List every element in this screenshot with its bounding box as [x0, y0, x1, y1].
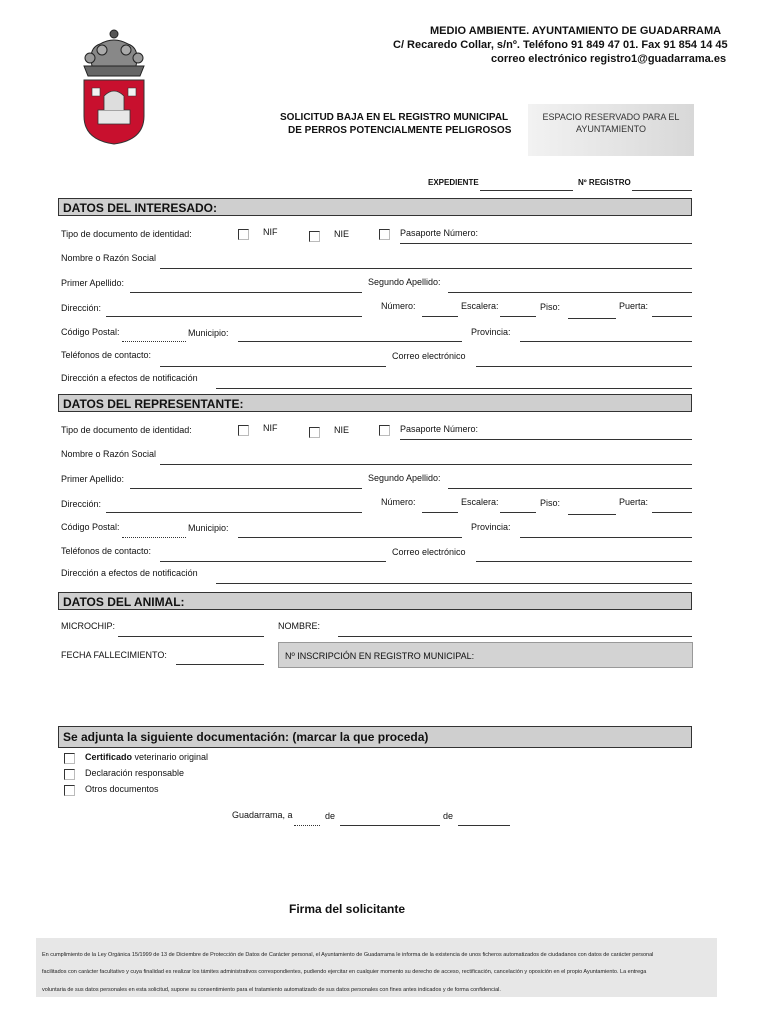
- rep-piso-field[interactable]: [568, 514, 616, 515]
- int-numero-field[interactable]: [422, 316, 458, 317]
- inscripcion-label: Nº INSCRIPCIÓN EN REGISTRO MUNICIPAL:: [285, 651, 475, 661]
- rep-apellido2-label: Segundo Apellido:: [368, 473, 441, 483]
- rep-correo-field[interactable]: [476, 561, 692, 562]
- rep-puerta-label: Puerta:: [619, 497, 649, 507]
- int-pasaporte-label: Pasaporte Número:: [400, 228, 479, 238]
- doc-otros-checkbox[interactable]: [64, 785, 75, 796]
- int-apellido1-field[interactable]: [130, 292, 362, 293]
- fecha-mes-field[interactable]: [340, 825, 440, 826]
- doc-declaracion-checkbox[interactable]: [64, 769, 75, 780]
- int-apellido1-label: Primer Apellido:: [61, 278, 125, 288]
- int-apellido2-label: Segundo Apellido:: [368, 277, 441, 287]
- rep-municipio-field[interactable]: [238, 537, 462, 538]
- reserved-line-2: AYUNTAMIENTO: [575, 124, 646, 134]
- int-notificacion-field[interactable]: [216, 388, 692, 389]
- doc-otros-label: Otros documentos: [85, 784, 159, 794]
- rep-municipio-label: Municipio:: [188, 523, 229, 533]
- int-correo-field[interactable]: [476, 366, 692, 367]
- rep-provincia-field[interactable]: [520, 537, 692, 538]
- int-puerta-field[interactable]: [652, 316, 692, 317]
- int-cp-field[interactable]: [122, 341, 186, 342]
- form-title-line-2: DE PERROS POTENCIALMENTE PELIGROSOS: [288, 125, 512, 136]
- int-municipio-field[interactable]: [238, 341, 462, 342]
- documentacion-section-bar: [58, 726, 692, 748]
- doc-certificado-label: [85, 752, 208, 763]
- rep-puerta-field[interactable]: [652, 512, 692, 513]
- rep-telefonos-field[interactable]: [160, 561, 386, 562]
- rep-nif-label: NIF: [263, 423, 278, 433]
- int-nif-checkbox[interactable]: [238, 229, 249, 240]
- int-provincia-field[interactable]: [520, 341, 692, 342]
- int-telefonos-field[interactable]: [160, 366, 386, 367]
- int-doc-type-label: Tipo de documento de identidad:: [61, 229, 192, 239]
- int-municipio-label: Municipio:: [188, 328, 229, 338]
- rep-direccion-label: Dirección:: [61, 499, 102, 509]
- microchip-field[interactable]: [118, 636, 264, 637]
- rep-correo-label: Correo electrónico: [392, 547, 466, 557]
- representante-heading: DATOS DEL REPRESENTANTE:: [63, 397, 244, 411]
- registro-label: Nº REGISTRO: [578, 178, 631, 187]
- rep-pasaporte-label: Pasaporte Número:: [400, 424, 479, 434]
- int-direccion-label: Dirección:: [61, 303, 102, 313]
- int-nombre-label: Nombre o Razón Social: [61, 253, 157, 263]
- fallecimiento-field[interactable]: [176, 664, 264, 665]
- header-line-3: correo electrónico registro1@guadarrama.es: [491, 53, 727, 65]
- rep-numero-label: Número:: [381, 497, 416, 507]
- reserved-line-1: ESPACIO RESERVADO PARA EL: [542, 112, 680, 122]
- rep-pasaporte-checkbox[interactable]: [379, 425, 390, 436]
- rep-numero-field[interactable]: [422, 512, 458, 513]
- rep-cp-field[interactable]: [122, 537, 186, 538]
- registro-field[interactable]: [632, 190, 692, 191]
- legal-line-1: En cumplimiento de la Ley Orgánica 15/1999 de 13 de Diciembre de Protección de Datos de Carácter personal, el Ayuntamiento de Guadarrama le informa de la existencia de unos ficheros automatizados de ciudadanos con datos de carácter personal: [42, 952, 654, 958]
- doc-certificado-checkbox[interactable]: [64, 753, 75, 764]
- int-direccion-field[interactable]: [106, 316, 362, 317]
- int-nif-label: NIF: [263, 227, 278, 237]
- doc-certificado-bold: Certificado: [85, 752, 133, 762]
- rep-nombre-field[interactable]: [160, 464, 692, 465]
- expediente-field[interactable]: [480, 190, 573, 191]
- rep-piso-label: Piso:: [540, 498, 561, 508]
- rep-escalera-field[interactable]: [500, 512, 536, 513]
- int-nie-checkbox[interactable]: [309, 231, 320, 242]
- int-piso-field[interactable]: [568, 318, 616, 319]
- header-line-1: MEDIO AMBIENTE. AYUNTAMIENTO DE GUADARRAMA: [430, 25, 722, 37]
- int-notificacion-label: Dirección a efectos de notificación: [61, 373, 198, 383]
- rep-notificacion-label: Dirección a efectos de notificación: [61, 568, 198, 578]
- rep-notificacion-field[interactable]: [216, 583, 692, 584]
- int-escalera-field[interactable]: [500, 316, 536, 317]
- int-telefonos-label: Teléfonos de contacto:: [61, 350, 152, 360]
- animal-section-bar: [58, 592, 692, 610]
- firma-label: Firma del solicitante: [289, 902, 406, 916]
- int-piso-label: Piso:: [540, 302, 561, 312]
- rep-doc-number-field[interactable]: [400, 439, 692, 440]
- int-pasaporte-checkbox[interactable]: [379, 229, 390, 240]
- header-line-2: C/ Recaredo Collar, s/nº. Teléfono 91 849 47 01. Fax 91 854 14 45: [393, 39, 728, 51]
- animal-nombre-field[interactable]: [338, 636, 692, 637]
- fecha-lugar-label: Guadarrama, a: [232, 810, 293, 820]
- doc-declaracion-label: Declaración responsable: [85, 768, 185, 778]
- representante-section-bar: [58, 394, 692, 412]
- int-numero-label: Número:: [381, 301, 416, 311]
- reserved-space-box: [528, 104, 694, 156]
- rep-telefonos-label: Teléfonos de contacto:: [61, 546, 152, 556]
- rep-nombre-label: Nombre o Razón Social: [61, 449, 157, 459]
- int-apellido2-field[interactable]: [448, 292, 692, 293]
- rep-doc-type-label: Tipo de documento de identidad:: [61, 425, 192, 435]
- fecha-de-1: de: [325, 811, 336, 821]
- fecha-de-2: de: [443, 811, 454, 821]
- interesado-heading: DATOS DEL INTERESADO:: [63, 201, 218, 215]
- rep-escalera-label: Escalera:: [461, 497, 499, 507]
- interesado-section-bar: [58, 198, 692, 216]
- int-puerta-label: Puerta:: [619, 301, 649, 311]
- fallecimiento-label: FECHA FALLECIMIENTO:: [61, 650, 167, 660]
- doc-certificado-rest: veterinario original: [132, 752, 209, 762]
- microchip-label: MICROCHIP:: [61, 621, 115, 631]
- rep-nie-label: NIE: [334, 425, 350, 435]
- form-title-line-1: SOLICITUD BAJA EN EL REGISTRO MUNICIPAL: [280, 112, 509, 123]
- legal-line-2: facilitados con carácter facultativo y cuya finalidad es realizar los támites administrativos correspondientes, pudiendo ejercitar en cualquier momento su derecho de acceso, rectificación, cancelación y oposición en el propio Ayuntamiento. La entrega: [42, 969, 647, 975]
- fecha-dia-field[interactable]: [294, 825, 320, 826]
- int-nombre-field[interactable]: [160, 268, 692, 269]
- fecha-anio-field[interactable]: [458, 825, 510, 826]
- legal-line-3: voluntaria de sus datos personales en esta solicitud, supone su consentimiento para el tratamiento automatizado de sus datos personales con fines antes indicados y de forma confidencial.: [42, 987, 501, 993]
- rep-nie-checkbox[interactable]: [309, 427, 320, 438]
- rep-apellido1-label: Primer Apellido:: [61, 474, 125, 484]
- int-escalera-label: Escalera:: [461, 301, 499, 311]
- rep-apellido1-field[interactable]: [130, 488, 362, 489]
- rep-direccion-field[interactable]: [106, 512, 362, 513]
- legal-notice: [36, 938, 717, 997]
- municipal-crest-icon: [74, 26, 154, 146]
- rep-apellido2-field[interactable]: [448, 488, 692, 489]
- inscripcion-field[interactable]: [278, 642, 693, 668]
- rep-provincia-label: Provincia:: [471, 522, 511, 532]
- int-nie-label: NIE: [334, 229, 350, 239]
- expediente-label: EXPEDIENTE: [428, 178, 479, 187]
- rep-cp-label: Código Postal:: [61, 522, 120, 532]
- documentacion-heading: Se adjunta la siguiente documentación: (marcar la que proceda): [63, 730, 429, 744]
- rep-nif-checkbox[interactable]: [238, 425, 249, 436]
- int-provincia-label: Provincia:: [471, 327, 511, 337]
- animal-nombre-label: NOMBRE:: [278, 621, 321, 631]
- int-doc-number-field[interactable]: [400, 243, 692, 244]
- int-correo-label: Correo electrónico: [392, 351, 466, 361]
- animal-heading: DATOS DEL ANIMAL:: [63, 595, 185, 609]
- int-cp-label: Código Postal:: [61, 327, 120, 337]
